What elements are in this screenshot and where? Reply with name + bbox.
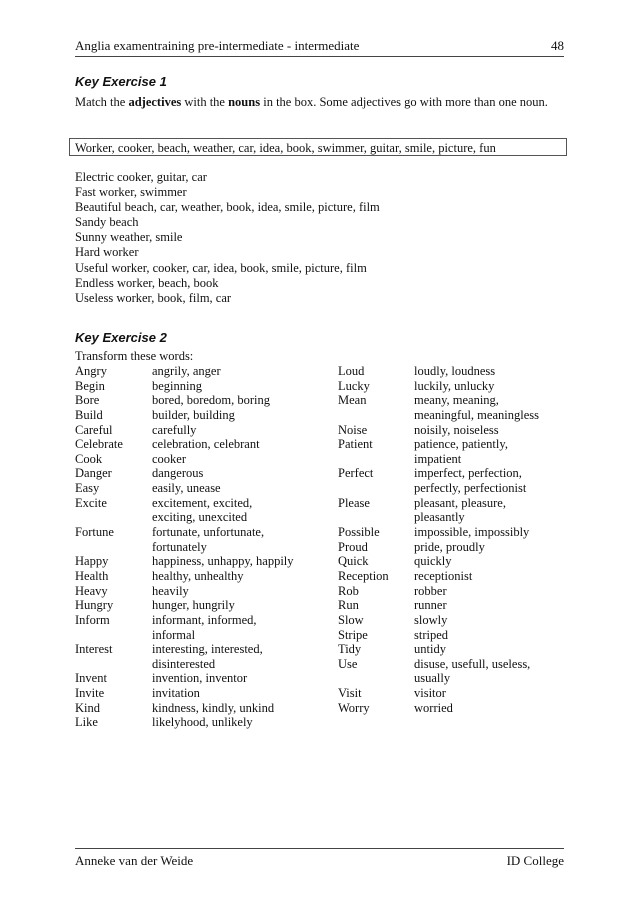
transformed-words: bored, boredom, boring — [152, 393, 271, 408]
transformed-words: fortunate, unfortunate, — [152, 525, 265, 540]
word-row — [75, 598, 335, 613]
base-word: Please — [338, 495, 370, 510]
answer-line: Sunny weather, smile — [75, 230, 183, 245]
transformed-words: pleasant, pleasure, — [414, 495, 506, 510]
word-row — [75, 437, 335, 452]
instruction-bold-nouns: nouns — [228, 95, 261, 109]
word-row — [75, 554, 335, 569]
transformed-words: receptionist — [414, 568, 473, 583]
word-row — [75, 657, 335, 672]
transformed-words: untidy — [414, 642, 446, 657]
word-row — [338, 657, 568, 672]
base-word: Careful — [75, 422, 113, 437]
word-row — [338, 701, 568, 716]
word-row — [75, 423, 335, 438]
answer-line: Endless worker, beach, book — [75, 275, 219, 290]
transformed-words: informant, informed, — [152, 612, 257, 627]
transformed-words: runner — [414, 598, 447, 613]
base-word: Visit — [338, 686, 362, 701]
base-word: Excite — [75, 495, 107, 510]
transformed-words: imperfect, perfection, — [414, 466, 522, 481]
transformed-words: heavily — [152, 583, 189, 598]
base-word: Run — [338, 598, 359, 613]
base-word: Rob — [338, 583, 359, 598]
transformed-words: invention, inventor — [152, 671, 248, 686]
base-word: Interest — [75, 642, 113, 657]
transformed-words: visitor — [414, 686, 446, 701]
transformed-words: pride, proudly — [414, 539, 485, 554]
instruction-bold-adjectives: adjectives — [128, 95, 182, 109]
transformed-words: easily, unease — [152, 481, 221, 496]
word-row — [75, 364, 335, 379]
transformed-words: robber — [414, 583, 447, 598]
transformed-words: carefully — [152, 422, 197, 437]
transformed-words: noisily, noiseless — [414, 422, 499, 437]
base-word: Angry — [75, 364, 107, 378]
base-word: Reception — [338, 568, 389, 583]
transformed-words: perfectly, perfectionist — [414, 481, 527, 496]
transformed-words: happiness, unhappy, happily — [152, 554, 294, 569]
word-row — [338, 393, 568, 408]
word-row — [338, 569, 568, 584]
word-row — [75, 642, 335, 657]
base-word: Celebrate — [75, 437, 123, 452]
footer-college: ID College — [506, 853, 564, 868]
word-row — [75, 569, 335, 584]
base-word: Proud — [338, 539, 368, 554]
footer-author: Anneke van der Weide — [75, 853, 194, 868]
word-row — [338, 423, 568, 438]
base-word: Fortune — [75, 525, 114, 540]
header-title: Anglia examentraining pre-intermediate - intermediate — [75, 38, 360, 53]
transformed-words: fortunately — [152, 539, 207, 554]
base-word: Quick — [338, 554, 369, 569]
base-word: Easy — [75, 481, 100, 496]
base-word: Stripe — [338, 627, 368, 642]
word-row — [75, 393, 335, 408]
word-row — [338, 496, 568, 511]
base-word: Tidy — [338, 642, 362, 657]
transformed-words: luckily, unlucky — [414, 378, 495, 393]
word-row — [75, 613, 335, 628]
base-word: Happy — [75, 554, 109, 569]
base-word: Lucky — [338, 378, 370, 393]
exercise2-intro: Transform these words: — [75, 349, 194, 363]
exercise1-answers — [75, 170, 380, 306]
base-word: Noise — [338, 422, 368, 437]
answer-line: Useless worker, book, film, car — [75, 290, 232, 305]
instruction-text: with the — [181, 95, 229, 109]
base-word: Kind — [75, 700, 100, 715]
transformed-words: dangerous — [152, 466, 204, 481]
transformed-words: beginning — [152, 378, 202, 393]
transformed-words: worried — [414, 700, 453, 715]
word-row — [338, 598, 568, 613]
answer-line: Useful worker, cooker, car, idea, book, smile, picture, film — [75, 260, 367, 275]
base-word: Mean — [338, 393, 367, 408]
word-row — [75, 701, 335, 716]
base-word: Invite — [75, 686, 105, 701]
transformed-words: excitement, excited, — [152, 495, 253, 510]
word-row — [75, 540, 335, 555]
word-table-right — [338, 364, 568, 715]
base-word: Use — [338, 656, 358, 671]
base-word: Perfect — [338, 466, 374, 481]
transformed-words: angrily, anger — [152, 364, 221, 378]
base-word: Heavy — [75, 583, 108, 598]
transformed-words: impossible, impossibly — [414, 525, 530, 540]
transformed-words: invitation — [152, 686, 200, 701]
answer-line: Fast worker, swimmer — [75, 185, 187, 200]
instruction-text: Match the — [75, 95, 129, 109]
transformed-words: disuse, usefull, useless, — [414, 656, 531, 671]
word-row — [75, 628, 335, 643]
word-row — [75, 379, 335, 394]
transformed-words: meaningful, meaningless — [414, 407, 539, 422]
answer-line: Hard worker — [75, 245, 139, 260]
transformed-words: informal — [152, 627, 196, 642]
word-row — [338, 613, 568, 628]
base-word: Worry — [338, 700, 370, 715]
word-table-left — [75, 364, 335, 730]
word-row — [75, 408, 335, 423]
answer-line: Sandy beach — [75, 215, 139, 230]
base-word: Build — [75, 407, 103, 422]
answer-line: Electric cooker, guitar, car — [75, 170, 207, 184]
page-number: 48 — [551, 38, 564, 53]
word-row — [75, 525, 335, 540]
exercise1-instruction — [75, 94, 565, 110]
instruction-text: in the box. Some adjectives go with more than one noun. — [260, 95, 548, 109]
word-row — [75, 584, 335, 599]
word-row — [75, 481, 335, 496]
word-row — [75, 671, 335, 686]
page-footer — [75, 848, 564, 868]
base-word: Danger — [75, 466, 112, 481]
word-row — [338, 525, 568, 540]
base-word: Bore — [75, 393, 100, 408]
word-row — [338, 437, 568, 452]
word-row — [338, 408, 568, 423]
transformed-words: likelyhood, unlikely — [152, 715, 253, 730]
exercise2-heading: Key Exercise 2 — [75, 330, 167, 345]
base-word: Loud — [338, 364, 365, 378]
word-row — [338, 671, 568, 686]
transformed-words: kindness, kindly, unkind — [152, 700, 275, 715]
word-row — [338, 554, 568, 569]
word-row — [338, 510, 568, 525]
base-word: Cook — [75, 451, 103, 466]
base-word: Like — [75, 715, 98, 730]
word-row — [338, 628, 568, 643]
base-word: Invent — [75, 671, 107, 686]
transformed-words: patience, patiently, — [414, 437, 508, 452]
transformed-words: exciting, unexcited — [152, 510, 248, 525]
word-row — [338, 452, 568, 467]
transformed-words: quickly — [414, 554, 452, 569]
base-word: Health — [75, 568, 109, 583]
transformed-words: loudly, loudness — [414, 364, 496, 378]
base-word: Hungry — [75, 598, 114, 613]
transformed-words: builder, building — [152, 407, 235, 422]
word-row — [338, 466, 568, 481]
transformed-words: impatient — [414, 451, 462, 466]
word-row — [338, 686, 568, 701]
transformed-words: pleasantly — [414, 510, 465, 525]
answer-line: Beautiful beach, car, weather, book, idea, smile, picture, film — [75, 200, 380, 215]
page-header — [75, 38, 564, 57]
transformed-words: slowly — [414, 612, 448, 627]
word-row — [338, 540, 568, 555]
transformed-words: cooker — [152, 451, 187, 466]
transformed-words: celebration, celebrant — [152, 437, 260, 452]
transformed-words: meany, meaning, — [414, 393, 499, 408]
transformed-words: hunger, hungrily — [152, 598, 235, 613]
word-row — [75, 715, 335, 730]
word-row — [338, 364, 568, 379]
word-row — [75, 510, 335, 525]
transformed-words: striped — [414, 627, 449, 642]
base-word: Patient — [338, 437, 373, 452]
word-row — [75, 496, 335, 511]
word-row — [338, 481, 568, 496]
word-row — [338, 642, 568, 657]
base-word: Slow — [338, 612, 364, 627]
transformed-words: disinterested — [152, 656, 216, 671]
base-word: Begin — [75, 378, 105, 393]
word-row — [75, 466, 335, 481]
exercise1-heading: Key Exercise 1 — [75, 74, 167, 89]
base-word: Inform — [75, 612, 110, 627]
word-row — [338, 584, 568, 599]
word-row — [338, 379, 568, 394]
base-word: Possible — [338, 525, 380, 540]
transformed-words: interesting, interested, — [152, 642, 263, 657]
word-row — [75, 686, 335, 701]
transformed-words: healthy, unhealthy — [152, 568, 244, 583]
noun-box: Worker, cooker, beach, weather, car, idea, book, swimmer, guitar, smile, picture, fun — [69, 138, 567, 156]
transformed-words: usually — [414, 671, 451, 686]
word-row — [75, 452, 335, 467]
